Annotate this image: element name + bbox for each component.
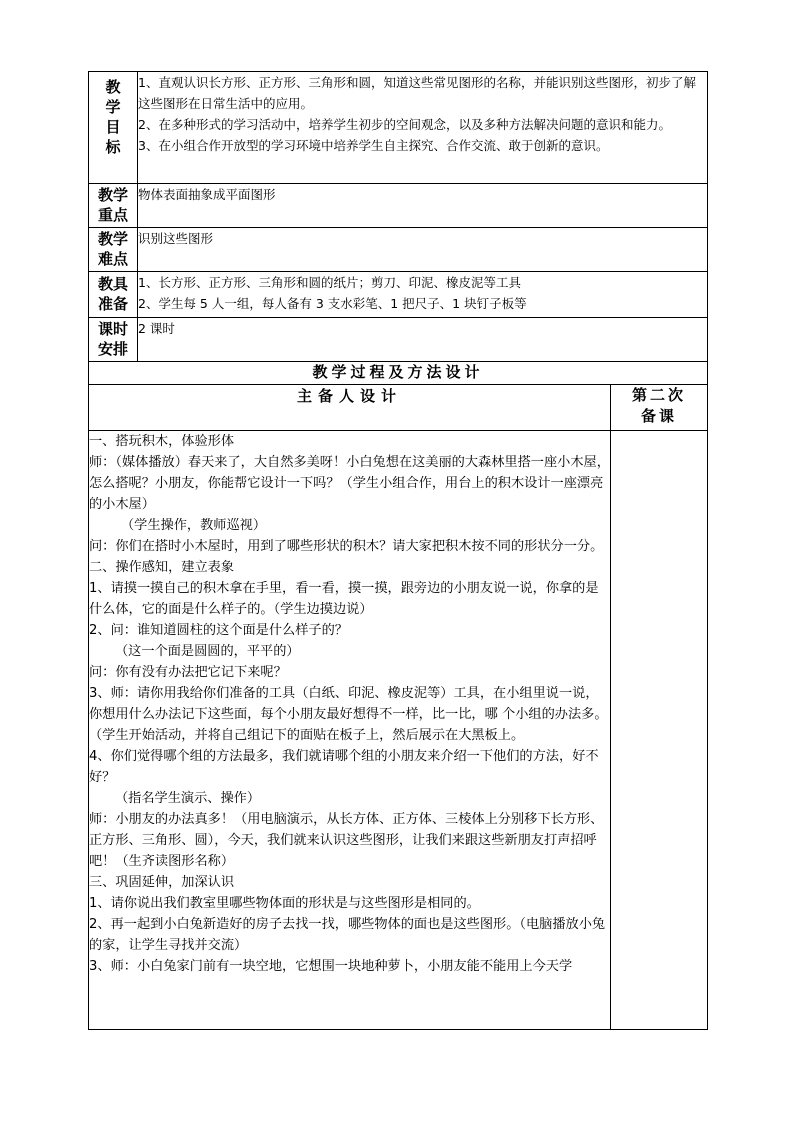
process-line: （学生操作，教师巡视） bbox=[121, 518, 267, 533]
difficulty-content: 识别这些图形 bbox=[138, 228, 708, 272]
header-line: 备课 bbox=[640, 407, 677, 425]
label-char: 学 bbox=[105, 98, 121, 116]
material-2: 2、学生每 5 人一组，每人备有 3 支水彩笔、1 把尺子、1 块钉子板等 bbox=[138, 296, 527, 311]
process-line: 二、操作感知，建立表象 bbox=[89, 560, 235, 575]
process-line: 问：你有没有办法把它记下来呢？ bbox=[89, 665, 287, 680]
process-line: 3、师：请你用我给你们准备的工具（白纸、印泥、橡皮泥等）工具，在小组里说一说，你想用什么办法记下这些面，每个小朋友最好想得不一样，比一比，哪 个小组的办法多。（学生开始活动，并将自己组记下的面贴在板子上，然后展示在大黑板上。 bbox=[89, 686, 608, 743]
process-line: 问：你们在搭时小木屋时，用到了哪些形状的积木？请大家把积木按不同的形状分一分。 bbox=[89, 539, 604, 554]
materials-label bbox=[89, 272, 138, 318]
label-line: 准备 bbox=[97, 295, 128, 313]
label-line: 教学 bbox=[97, 186, 128, 204]
second-prep-content bbox=[611, 431, 708, 1030]
header-line: 第二次 bbox=[631, 386, 686, 404]
schedule-row bbox=[89, 318, 708, 362]
lesson-plan-table bbox=[88, 71, 708, 1030]
material-1: 1、长方形、正方形、三角形和圆的纸片；剪刀、印泥、橡皮泥等工具 bbox=[138, 275, 521, 290]
label-char: 教 bbox=[105, 78, 121, 96]
label-line: 教具 bbox=[97, 275, 128, 293]
process-row bbox=[89, 431, 708, 1030]
process-banner: 教学过程及方法设计 bbox=[89, 362, 708, 385]
materials-content bbox=[138, 272, 708, 318]
banner-row bbox=[89, 362, 708, 385]
column-header-row bbox=[89, 385, 708, 431]
difficulty-row bbox=[89, 228, 708, 272]
key-row bbox=[89, 184, 708, 228]
goal-2: 2、在多种形式的学习活动中，培养学生初步的空间观念，以及多种方法解决问题的意识和能力。 bbox=[138, 117, 671, 132]
materials-row bbox=[89, 272, 708, 318]
process-line: 2、问：谁知道圆柱的这个面是什么样子的？ bbox=[89, 623, 348, 638]
goal-3: 3、在小组合作开放型的学习环境中培养学生自主探究、合作交流、敢于创新的意识。 bbox=[138, 138, 609, 153]
process-line: 1、请摸一摸自己的积木拿在手里，看一看，摸一摸，跟旁边的小朋友说一说，你拿的是什么体，它的面是什么样子的。（学生边摸边说） bbox=[89, 581, 599, 617]
label-char: 目 bbox=[105, 118, 121, 136]
process-line: 一、搭玩积木，体验形体 bbox=[89, 434, 235, 449]
process-line: 4、你们觉得哪个组的方法最多，我们就请哪个组的小朋友来介绍一下他们的方法，好不好？ bbox=[89, 749, 599, 785]
label-line: 安排 bbox=[97, 340, 128, 358]
label-line: 重点 bbox=[97, 206, 128, 224]
process-line: 2、再一起到小白兔新造好的房子去找一找，哪些物体的面也是这些图形。（电脑播放小兔的家，让学生寻找并交流） bbox=[89, 917, 606, 953]
process-line: 1、请你说出我们教室里哪些物体面的形状是与这些图形是相同的。 bbox=[89, 896, 480, 911]
process-line: 3、师：小白兔家门前有一块空地，它想围一块地种萝卜，小朋友能不能用上今天学 bbox=[89, 959, 573, 974]
process-line: 师：小朋友的办法真多！（用电脑演示，从长方体、正方体、三棱体上分别移下长方形、正方形、三角形、圆），今天，我们就来认识这些图形，让我们来跟这些新朋友打声招呼吧！（生齐读图形名称） bbox=[89, 812, 604, 869]
main-designer-header: 主备人设计 bbox=[89, 385, 611, 431]
schedule-content: 2 课时 bbox=[138, 318, 708, 362]
label-line: 教学 bbox=[97, 230, 128, 248]
process-line: （指名学生演示、操作） bbox=[115, 791, 261, 806]
label-line: 难点 bbox=[97, 250, 128, 268]
goal-1: 1、直观认识长方形、正方形、三角形和圆，知道这些常见图形的名称，并能识别这些图形，初步了解这些图形在日常生活中的应用。 bbox=[138, 75, 696, 111]
schedule-label bbox=[89, 318, 138, 362]
goals-row bbox=[89, 72, 708, 184]
key-content: 物体表面抽象成平面图形 bbox=[138, 184, 708, 228]
label-line: 课时 bbox=[97, 320, 128, 338]
process-line: 三、巩固延伸，加深认识 bbox=[89, 875, 235, 890]
difficulty-label bbox=[89, 228, 138, 272]
label-char: 标 bbox=[105, 138, 121, 156]
process-line: 师：（媒体播放）春天来了，大自然多美呀！小白兔想在这美丽的大森林里搭一座小木屋，怎么搭呢？小朋友，你能帮它设计一下吗？（学生小组合作，用台上的积木设计一座漂亮的小木屋） bbox=[89, 455, 610, 512]
key-label bbox=[89, 184, 138, 228]
process-line: （这一个面是圆圆的，平平的） bbox=[115, 644, 300, 659]
goals-label bbox=[89, 72, 138, 184]
second-prep-header bbox=[611, 385, 708, 431]
goals-content bbox=[138, 72, 708, 184]
process-content bbox=[89, 431, 611, 1030]
